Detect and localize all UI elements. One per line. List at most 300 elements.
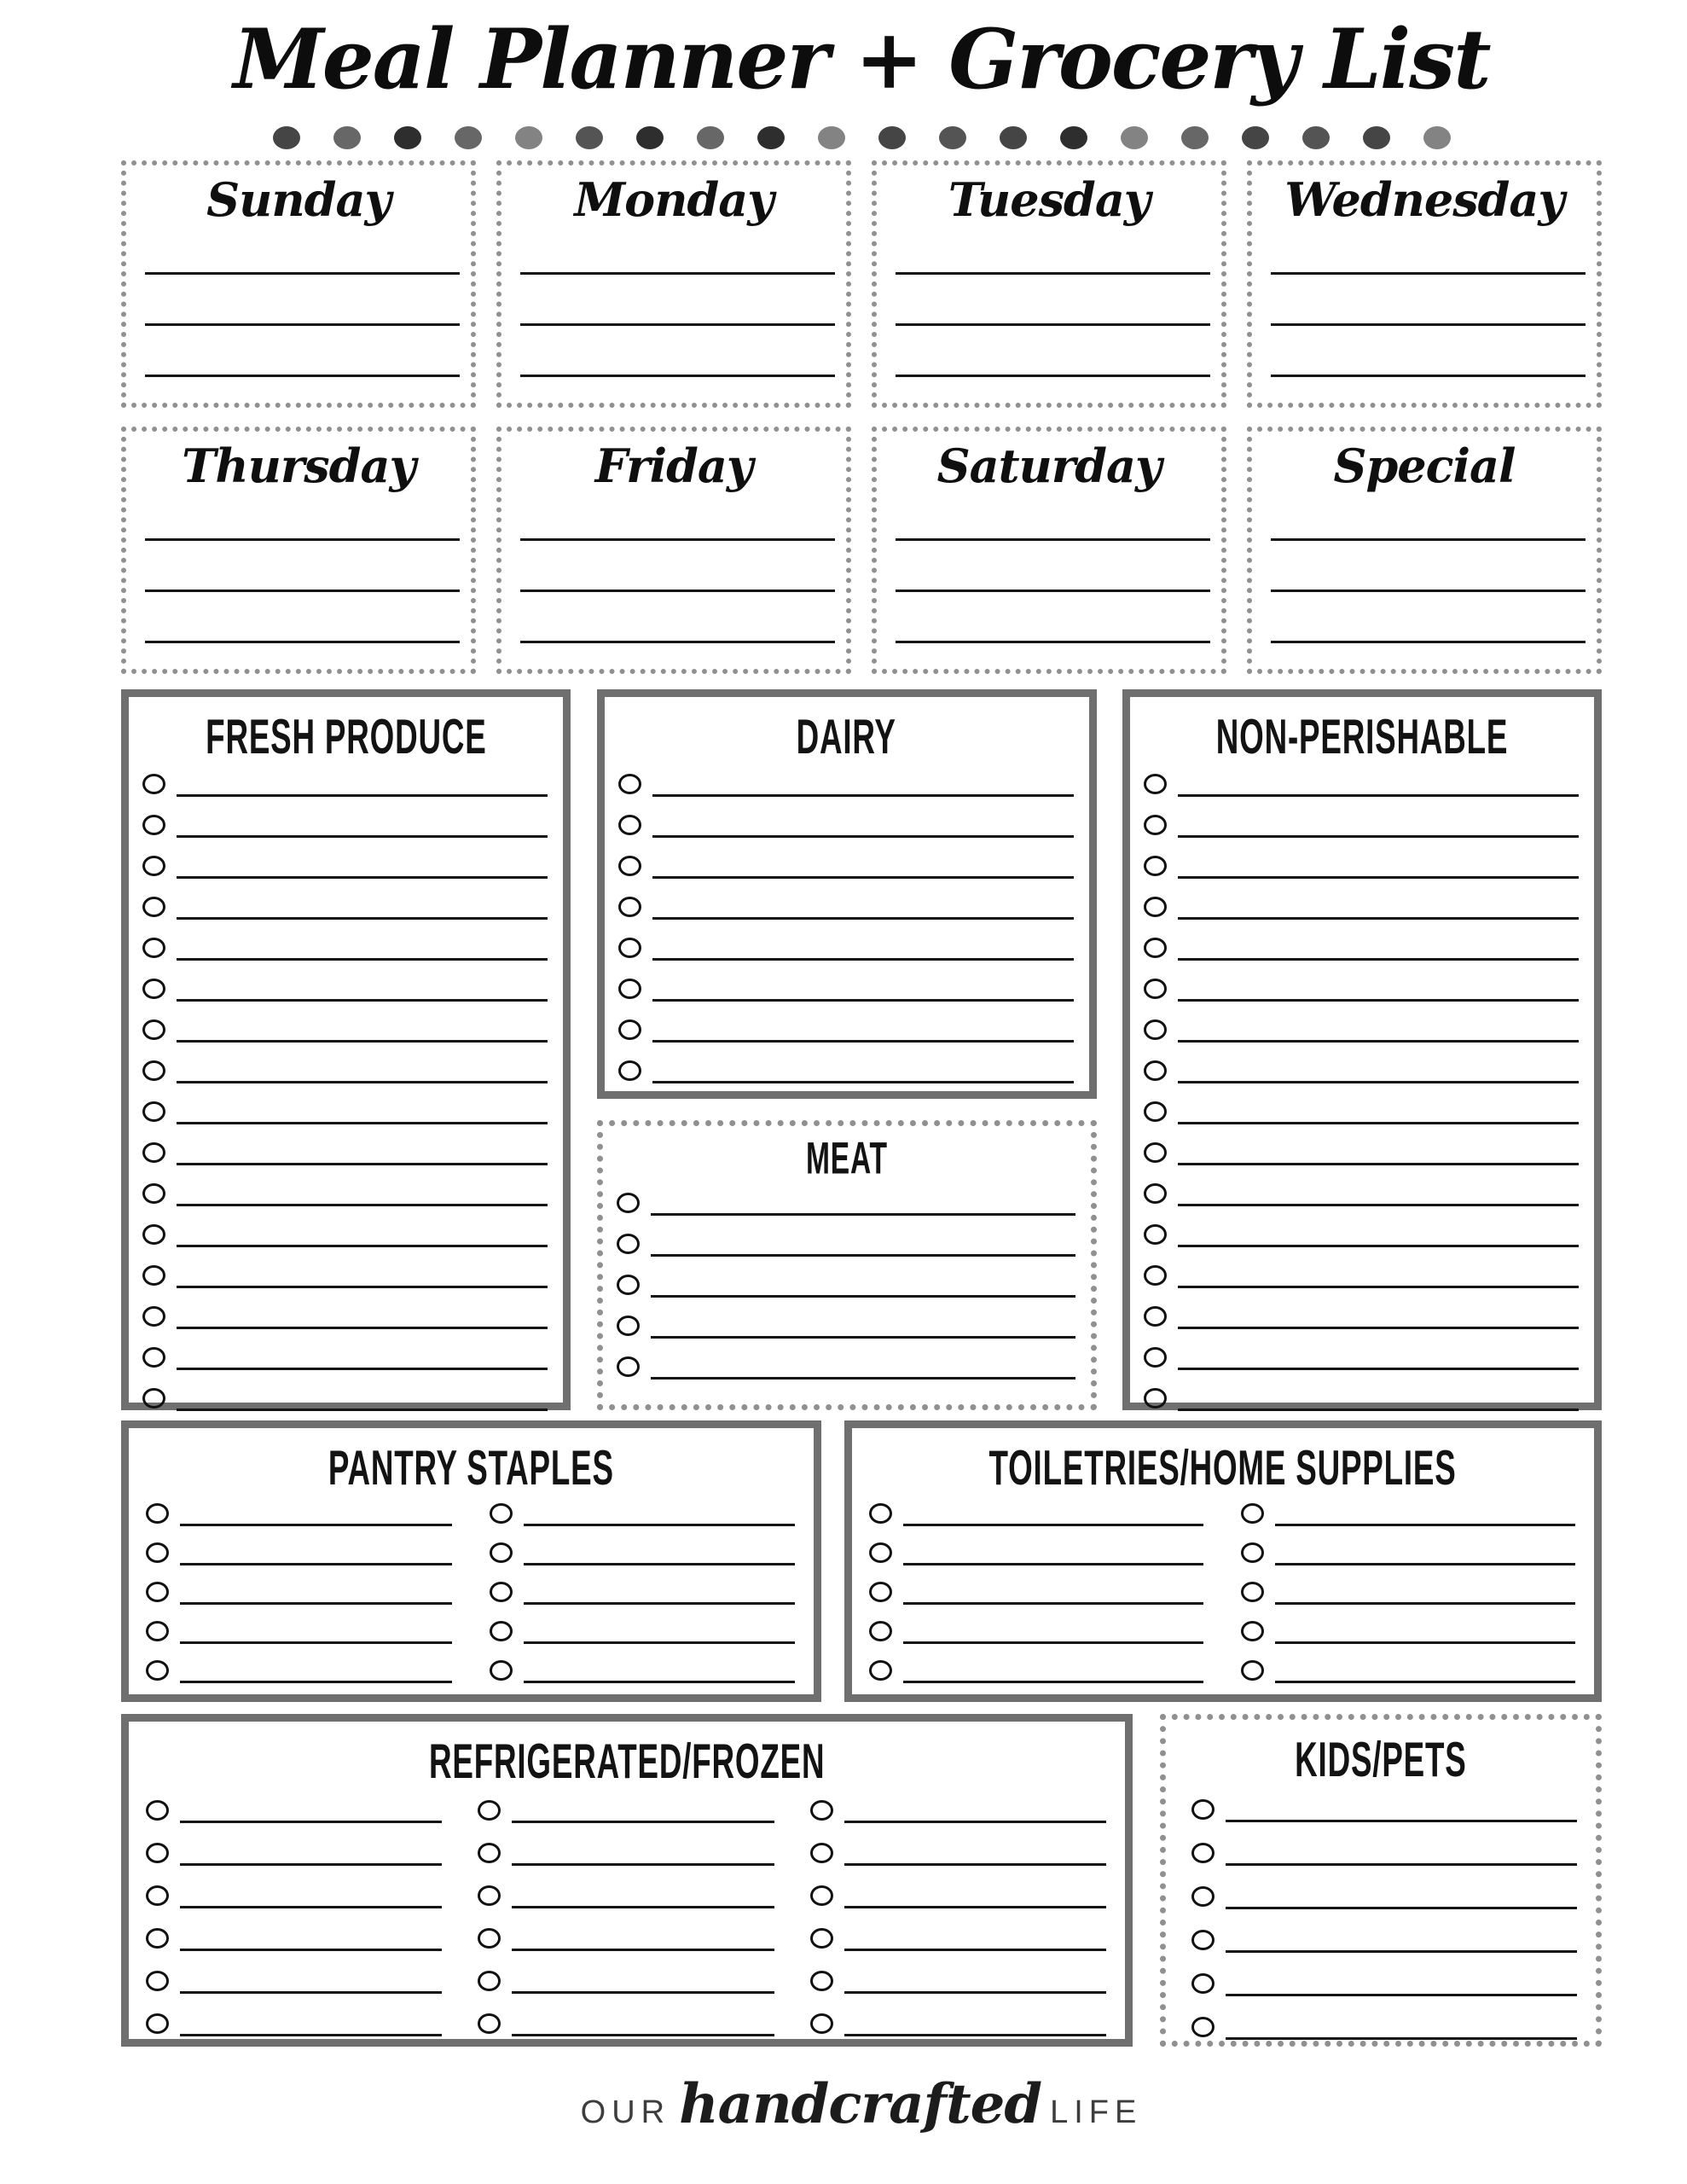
item-entry-line[interactable] [844, 1908, 1106, 1951]
meal-entry-line[interactable] [145, 490, 460, 541]
list-item [476, 1491, 811, 1531]
item-entry-line[interactable] [180, 1866, 442, 1908]
item-entry-line[interactable] [844, 1780, 1106, 1823]
item-entry-line[interactable] [1178, 1247, 1579, 1288]
kids-pets-list [1166, 1783, 1596, 2044]
item-entry-line[interactable] [1178, 1288, 1579, 1329]
day-box-monday [496, 160, 851, 408]
pantry-staples-list [129, 1491, 814, 1687]
day-title-thursday: Thursday [182, 438, 415, 493]
item-checkbox-circle[interactable] [618, 938, 641, 958]
list-item [129, 924, 563, 965]
fridge-column-1 [132, 1785, 457, 2041]
meal-entry-line[interactable] [520, 490, 835, 541]
item-checkbox-circle[interactable] [146, 1928, 169, 1949]
item-checkbox-circle[interactable] [146, 1582, 169, 1602]
item-checkbox-circle[interactable] [618, 979, 641, 999]
day-box-sunday [121, 160, 476, 408]
item-checkbox-circle[interactable] [490, 1621, 513, 1641]
list-item [476, 1609, 811, 1648]
item-checkbox-circle[interactable] [490, 1503, 513, 1524]
item-checkbox-circle[interactable] [146, 1621, 169, 1641]
item-checkbox-circle[interactable] [142, 1142, 165, 1163]
footer-brand [121, 2072, 1602, 2136]
item-checkbox-circle[interactable] [869, 1621, 892, 1641]
item-checkbox-circle[interactable] [490, 1582, 513, 1602]
item-checkbox-circle[interactable] [1144, 1142, 1167, 1163]
day-meal-lines [145, 224, 460, 377]
item-checkbox-circle[interactable] [1144, 774, 1167, 794]
list-item [1227, 1609, 1591, 1648]
item-checkbox-circle[interactable] [1144, 897, 1167, 917]
day-meal-lines [520, 224, 835, 377]
item-entry-line[interactable] [1178, 961, 1579, 1002]
refrigerated-frozen-list [129, 1785, 1125, 2041]
item-checkbox-circle[interactable] [146, 1885, 169, 1906]
item-entry-line[interactable] [177, 1370, 548, 1411]
item-checkbox-circle[interactable] [142, 1060, 165, 1081]
item-entry-line[interactable] [180, 1780, 442, 1823]
list-item [129, 1374, 563, 1415]
item-checkbox-circle[interactable] [478, 1843, 501, 1863]
item-checkbox-circle[interactable] [142, 979, 165, 999]
item-checkbox-circle[interactable] [617, 1193, 640, 1213]
list-item [129, 1333, 563, 1374]
item-entry-line[interactable] [180, 1605, 452, 1644]
binder-dot [636, 126, 664, 149]
list-item [1130, 842, 1594, 883]
fresh-produce-list [129, 760, 563, 1415]
binder-dots-row [121, 126, 1602, 150]
meal-entry-line[interactable] [1271, 326, 1586, 377]
list-item [129, 1211, 563, 1252]
item-checkbox-circle[interactable] [490, 1542, 513, 1563]
section-title-toiletries-home-supplies: TOILETRIES/HOME SUPPLIES [988, 1438, 1458, 1495]
day-title-saturday: Saturday [936, 438, 1162, 493]
item-entry-line[interactable] [177, 1002, 548, 1043]
item-checkbox-circle[interactable] [1191, 1843, 1215, 1863]
list-item [797, 1955, 1122, 1998]
list-item [605, 1047, 1089, 1088]
binder-dot [1363, 126, 1390, 149]
day-title-tuesday: Tuesday [948, 171, 1151, 227]
list-item [1130, 1047, 1594, 1088]
list-item [1166, 1783, 1596, 1827]
binder-dot [455, 126, 482, 149]
section-refrigerated-frozen [121, 1714, 1133, 2047]
binder-dot [333, 126, 361, 149]
item-entry-line[interactable] [177, 1124, 548, 1165]
meal-entry-line[interactable] [145, 275, 460, 326]
item-checkbox-circle[interactable] [1191, 1799, 1215, 1820]
item-entry-line[interactable] [180, 1908, 442, 1951]
item-checkbox-circle[interactable] [146, 2013, 169, 2034]
list-item [464, 1998, 789, 2041]
list-item [1166, 2001, 1596, 2044]
item-entry-line[interactable] [1178, 1370, 1579, 1411]
grocery-middle-column [597, 689, 1097, 1410]
list-item [603, 1302, 1091, 1343]
list-item [797, 1870, 1122, 1913]
item-checkbox-circle[interactable] [478, 1800, 501, 1821]
meal-entry-line[interactable] [520, 326, 835, 377]
item-entry-line[interactable] [512, 1823, 774, 1866]
item-checkbox-circle[interactable] [1144, 1224, 1167, 1245]
binder-dot [757, 126, 785, 149]
item-checkbox-circle[interactable] [810, 1800, 833, 1821]
item-entry-line[interactable] [177, 879, 548, 920]
item-entry-line[interactable] [177, 961, 548, 1002]
list-item [605, 801, 1089, 842]
item-entry-line[interactable] [652, 961, 1074, 1002]
item-entry-line[interactable] [1226, 1866, 1577, 1909]
item-entry-line[interactable] [512, 1866, 774, 1908]
item-entry-line[interactable] [903, 1605, 1203, 1644]
item-entry-line[interactable] [844, 1823, 1106, 1866]
list-item [1130, 883, 1594, 924]
binder-dot [878, 126, 906, 149]
item-entry-line[interactable] [1178, 1124, 1579, 1165]
list-item [797, 1998, 1122, 2041]
list-item [1130, 801, 1594, 842]
list-item [476, 1570, 811, 1609]
brand-script: handcrafted [679, 2071, 1042, 2136]
list-item [1227, 1531, 1591, 1570]
list-item [464, 1827, 789, 1870]
meal-entry-line[interactable] [896, 326, 1210, 377]
list-item [464, 1870, 789, 1913]
list-item [605, 965, 1089, 1006]
item-entry-line[interactable] [177, 1043, 548, 1083]
item-checkbox-circle[interactable] [478, 1971, 501, 1991]
item-checkbox-circle[interactable] [1144, 1060, 1167, 1081]
meal-entry-line[interactable] [896, 490, 1210, 541]
item-checkbox-circle[interactable] [618, 774, 641, 794]
item-checkbox-circle[interactable] [618, 815, 641, 835]
meal-entry-line[interactable] [520, 541, 835, 592]
list-item [129, 842, 563, 883]
list-item [132, 1570, 467, 1609]
item-checkbox-circle[interactable] [810, 1885, 833, 1906]
item-checkbox-circle[interactable] [1144, 1306, 1167, 1327]
list-item [132, 1955, 457, 1998]
item-checkbox-circle[interactable] [142, 774, 165, 794]
list-item [1130, 1170, 1594, 1211]
list-item [1130, 1211, 1594, 1252]
item-entry-line[interactable] [1178, 1002, 1579, 1043]
item-entry-line[interactable] [1275, 1526, 1575, 1565]
item-entry-line[interactable] [180, 1565, 452, 1605]
item-entry-line[interactable] [844, 1866, 1106, 1908]
item-entry-line[interactable] [177, 1247, 548, 1288]
item-entry-line[interactable] [652, 1043, 1074, 1083]
grocery-band [121, 689, 1602, 1410]
list-item [129, 1170, 563, 1211]
meal-entry-line[interactable] [145, 326, 460, 377]
item-checkbox-circle[interactable] [146, 1971, 169, 1991]
item-entry-line[interactable] [651, 1257, 1075, 1298]
meal-entry-line[interactable] [896, 275, 1210, 326]
item-checkbox-circle[interactable] [1191, 1930, 1215, 1950]
item-entry-line[interactable] [177, 1165, 548, 1206]
section-pantry-staples [121, 1420, 821, 1702]
item-entry-line[interactable] [177, 1206, 548, 1247]
item-entry-line[interactable] [1178, 1206, 1579, 1247]
item-entry-line[interactable] [652, 879, 1074, 920]
item-checkbox-circle[interactable] [1191, 1973, 1215, 1994]
item-checkbox-circle[interactable] [869, 1582, 892, 1602]
item-entry-line[interactable] [1178, 1329, 1579, 1370]
item-checkbox-circle[interactable] [617, 1234, 640, 1254]
day-meal-lines [145, 490, 460, 643]
list-item [605, 883, 1089, 924]
item-entry-line[interactable] [177, 1329, 548, 1370]
item-entry-line[interactable] [652, 920, 1074, 961]
item-checkbox-circle[interactable] [146, 1503, 169, 1524]
item-checkbox-circle[interactable] [146, 1800, 169, 1821]
list-item [1130, 1252, 1594, 1292]
item-checkbox-circle[interactable] [1144, 979, 1167, 999]
item-entry-line[interactable] [903, 1565, 1203, 1605]
toiletries-column-1 [855, 1491, 1219, 1687]
list-item [603, 1261, 1091, 1302]
item-checkbox-circle[interactable] [810, 1928, 833, 1949]
item-entry-line[interactable] [651, 1216, 1075, 1257]
item-entry-line[interactable] [512, 1908, 774, 1951]
item-checkbox-circle[interactable] [142, 897, 165, 917]
item-checkbox-circle[interactable] [1241, 1660, 1264, 1681]
item-entry-line[interactable] [844, 1951, 1106, 1994]
item-checkbox-circle[interactable] [478, 1885, 501, 1906]
item-entry-line[interactable] [180, 1526, 452, 1565]
day-title-sunday: Sunday [206, 171, 391, 227]
list-item [132, 1827, 457, 1870]
list-item [129, 760, 563, 801]
item-entry-line[interactable] [177, 920, 548, 961]
item-checkbox-circle[interactable] [142, 1347, 165, 1368]
item-entry-line[interactable] [524, 1605, 796, 1644]
item-entry-line[interactable] [177, 838, 548, 879]
item-entry-line[interactable] [1226, 1822, 1577, 1866]
item-checkbox-circle[interactable] [1144, 856, 1167, 876]
item-entry-line[interactable] [903, 1526, 1203, 1565]
binder-dot [1121, 126, 1148, 149]
item-checkbox-circle[interactable] [618, 1019, 641, 1040]
day-box-thursday [121, 427, 476, 674]
item-checkbox-circle[interactable] [478, 1928, 501, 1949]
item-checkbox-circle[interactable] [1241, 1621, 1264, 1641]
list-item [476, 1648, 811, 1687]
section-title-dairy: DAIRY [796, 707, 897, 764]
list-item [1166, 1914, 1596, 1957]
item-entry-line[interactable] [177, 1083, 548, 1124]
day-box-saturday [872, 427, 1226, 674]
item-checkbox-circle[interactable] [810, 1971, 833, 1991]
day-meal-lines [1271, 224, 1586, 377]
item-entry-line[interactable] [1178, 1043, 1579, 1083]
page-title: Meal Planner + Grocery List [233, 11, 1490, 107]
meal-entry-line[interactable] [896, 592, 1210, 643]
item-checkbox-circle[interactable] [142, 1183, 165, 1204]
meal-entry-line[interactable] [1271, 224, 1586, 275]
item-checkbox-circle[interactable] [810, 2013, 833, 2034]
list-item [855, 1648, 1219, 1687]
item-entry-line[interactable] [1275, 1605, 1575, 1644]
item-checkbox-circle[interactable] [490, 1660, 513, 1681]
item-entry-line[interactable] [524, 1644, 796, 1683]
item-checkbox-circle[interactable] [142, 856, 165, 876]
list-item [855, 1609, 1219, 1648]
item-entry-line[interactable] [1178, 920, 1579, 961]
item-checkbox-circle[interactable] [869, 1542, 892, 1563]
item-checkbox-circle[interactable] [1144, 938, 1167, 958]
item-checkbox-circle[interactable] [1191, 2017, 1215, 2037]
binder-dot [576, 126, 603, 149]
binder-dot [1242, 126, 1269, 149]
item-checkbox-circle[interactable] [142, 1224, 165, 1245]
item-checkbox-circle[interactable] [1144, 1265, 1167, 1286]
item-entry-line[interactable] [652, 838, 1074, 879]
meal-entry-line[interactable] [145, 224, 460, 275]
section-meat [597, 1120, 1097, 1410]
item-checkbox-circle[interactable] [142, 1306, 165, 1327]
item-entry-line[interactable] [1226, 1996, 1577, 2040]
list-item [797, 1827, 1122, 1870]
item-checkbox-circle[interactable] [617, 1316, 640, 1336]
meal-entry-line[interactable] [520, 592, 835, 643]
item-checkbox-circle[interactable] [618, 856, 641, 876]
meal-entry-line[interactable] [1271, 541, 1586, 592]
item-checkbox-circle[interactable] [1144, 815, 1167, 835]
list-item [129, 1006, 563, 1047]
item-entry-line[interactable] [180, 1644, 452, 1683]
item-entry-line[interactable] [1178, 1083, 1579, 1124]
day-title-monday: Monday [574, 171, 774, 227]
list-item [129, 1292, 563, 1333]
item-entry-line[interactable] [180, 1951, 442, 1994]
list-item [1130, 1292, 1594, 1333]
list-item [1130, 1333, 1594, 1374]
meal-entry-line[interactable] [145, 541, 460, 592]
item-checkbox-circle[interactable] [478, 2013, 501, 2034]
meal-entry-line[interactable] [1271, 275, 1586, 326]
binder-dot [1060, 126, 1087, 149]
list-item [1130, 760, 1594, 801]
item-checkbox-circle[interactable] [142, 1101, 165, 1122]
brand-left: OUR [580, 2094, 671, 2130]
meal-entry-line[interactable] [520, 275, 835, 326]
item-checkbox-circle[interactable] [146, 1843, 169, 1863]
item-entry-line[interactable] [651, 1298, 1075, 1339]
bottom-band [121, 1714, 1602, 2047]
list-item [1227, 1491, 1591, 1531]
item-entry-line[interactable] [524, 1526, 796, 1565]
item-entry-line[interactable] [1178, 838, 1579, 879]
list-item [132, 1913, 457, 1955]
meal-entry-line[interactable] [520, 224, 835, 275]
item-entry-line[interactable] [844, 1994, 1106, 2036]
day-box-special [1247, 427, 1602, 674]
item-entry-line[interactable] [512, 1994, 774, 2036]
item-checkbox-circle[interactable] [618, 1060, 641, 1081]
item-checkbox-circle[interactable] [142, 1388, 165, 1409]
list-item [1166, 1870, 1596, 1914]
meal-entry-line[interactable] [145, 592, 460, 643]
item-entry-line[interactable] [177, 1288, 548, 1329]
item-checkbox-circle[interactable] [142, 1019, 165, 1040]
toiletries-list [852, 1491, 1594, 1687]
item-checkbox-circle[interactable] [618, 897, 641, 917]
meal-entry-line[interactable] [1271, 592, 1586, 643]
list-item [129, 965, 563, 1006]
item-checkbox-circle[interactable] [869, 1503, 892, 1524]
item-checkbox-circle[interactable] [1144, 1388, 1167, 1409]
pantry-column-2 [476, 1491, 811, 1687]
item-entry-line[interactable] [180, 1994, 442, 2036]
item-entry-line[interactable] [651, 1339, 1075, 1380]
list-item [129, 1129, 563, 1170]
day-meal-lines [896, 224, 1210, 377]
item-checkbox-circle[interactable] [1144, 1019, 1167, 1040]
item-checkbox-circle[interactable] [1241, 1542, 1264, 1563]
item-checkbox-circle[interactable] [142, 938, 165, 958]
list-item [605, 1006, 1089, 1047]
section-fresh-produce [121, 689, 571, 1410]
item-entry-line[interactable] [512, 1951, 774, 1994]
item-checkbox-circle[interactable] [1241, 1582, 1264, 1602]
item-checkbox-circle[interactable] [1144, 1101, 1167, 1122]
item-entry-line[interactable] [524, 1565, 796, 1605]
item-entry-line[interactable] [177, 797, 548, 838]
item-checkbox-circle[interactable] [810, 1843, 833, 1863]
item-entry-line[interactable] [1226, 1953, 1577, 1996]
item-entry-line[interactable] [180, 1823, 442, 1866]
day-title-wednesday: Wednesday [1284, 171, 1564, 227]
item-checkbox-circle[interactable] [1191, 1886, 1215, 1907]
item-checkbox-circle[interactable] [146, 1660, 169, 1681]
item-entry-line[interactable] [652, 797, 1074, 838]
list-item [132, 1648, 467, 1687]
item-entry-line[interactable] [1275, 1644, 1575, 1683]
item-entry-line[interactable] [1275, 1565, 1575, 1605]
item-checkbox-circle[interactable] [146, 1542, 169, 1563]
section-dairy [597, 689, 1097, 1099]
week-planner-grid [121, 160, 1602, 674]
item-checkbox-circle[interactable] [617, 1356, 640, 1377]
item-checkbox-circle[interactable] [1241, 1503, 1264, 1524]
item-entry-line[interactable] [1178, 879, 1579, 920]
meal-entry-line[interactable] [896, 541, 1210, 592]
item-entry-line[interactable] [1226, 1909, 1577, 1953]
list-item [605, 760, 1089, 801]
list-item [129, 1047, 563, 1088]
list-item [855, 1570, 1219, 1609]
item-entry-line[interactable] [1178, 797, 1579, 838]
binder-dot [1423, 126, 1451, 149]
item-checkbox-circle[interactable] [869, 1660, 892, 1681]
item-checkbox-circle[interactable] [142, 1265, 165, 1286]
item-checkbox-circle[interactable] [142, 815, 165, 835]
item-entry-line[interactable] [903, 1644, 1203, 1683]
list-item [1166, 1827, 1596, 1870]
meal-entry-line[interactable] [1271, 490, 1586, 541]
item-entry-line[interactable] [1178, 1165, 1579, 1206]
item-checkbox-circle[interactable] [1144, 1347, 1167, 1368]
item-checkbox-circle[interactable] [1144, 1183, 1167, 1204]
item-checkbox-circle[interactable] [617, 1275, 640, 1295]
item-entry-line[interactable] [652, 1002, 1074, 1043]
meal-entry-line[interactable] [896, 224, 1210, 275]
